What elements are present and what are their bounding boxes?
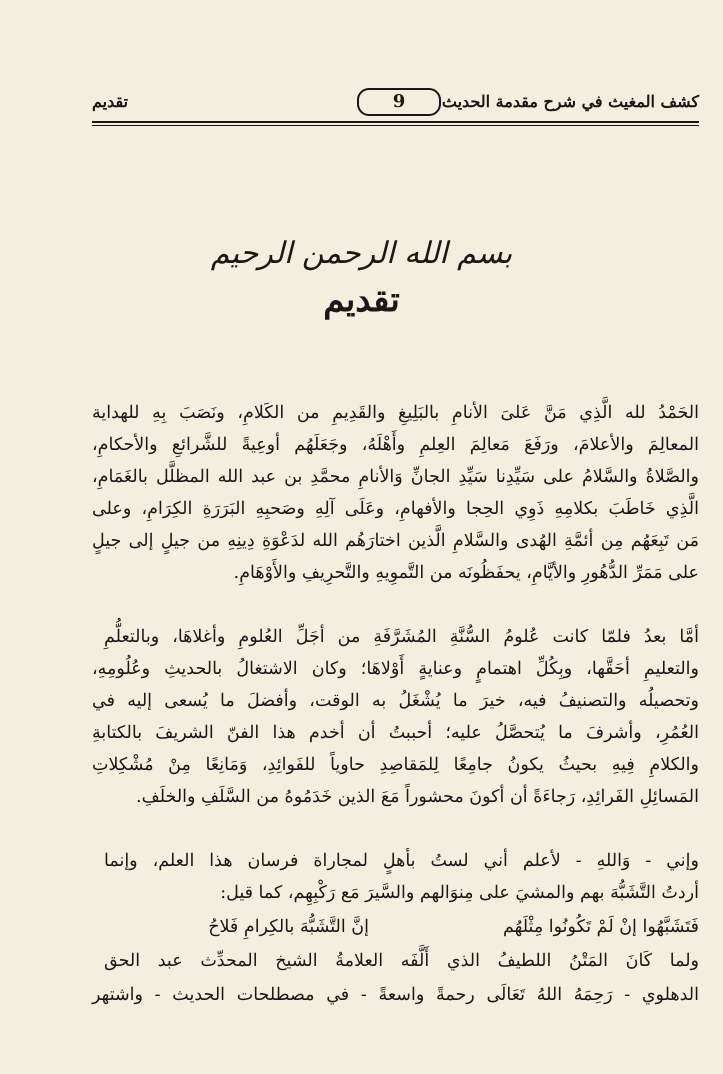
running-header bbox=[92, 86, 699, 118]
text-line: أمَّا بعدُ فلمّا كانت عُلومُ السُّنَّةِ المُشَرَّفَةِ من أجَلِّ العُلومِ وأغلاهَا، وبالتعلُّمِ bbox=[104, 627, 699, 647]
header-rule-thin bbox=[92, 125, 699, 126]
text-line: والصَّلاةُ والسَّلامُ على سَيِّدِنا سَيِّدِ الجانِّ وَالأنامِ محمَّدِ بن عبد الله المظلَّل بالغَمَامِ، bbox=[92, 467, 699, 487]
section-title: تقديم bbox=[92, 92, 129, 111]
book-title: كشف المغيث في شرح مقدمة الحديث bbox=[441, 92, 699, 111]
chapter-title: تقديم bbox=[323, 280, 400, 320]
basmala: بسم الله الرحمن الرحيم bbox=[210, 236, 513, 271]
text-line: الدهلوي - رَحِمَهُ اللهُ تَعَالَى رحمةً واسعةً - في مصطلحات الحديث - واشتهر bbox=[92, 985, 699, 1005]
text-line: والتعليمِ أحَقَّها، وبِكُلِّ اهتمامٍ وعنايةٍ أَوْلاهَا؛ وكان الاشتغالُ بالحديثِ وعُلُومِهِ، bbox=[92, 659, 699, 679]
text-line: الَّذِي خَاطَبَ بكلامِهِ ذَوِي الحِجا والأفهامِ، وعَلَى آلِهِ وصَحبِهِ البَرَرَةِ الكِرَامِ، وعلى bbox=[92, 499, 699, 519]
verse bbox=[92, 911, 699, 943]
verse-hemistich-2: إنَّ التَّشَبُّهَ بالكِرامِ فَلاحُ bbox=[208, 917, 369, 937]
text-line: الحَمْدُ لله الَّذِي مَنَّ عَلىَ الأنامِ بالبَلِيغِ والقَدِيمِ من الكَلامِ، ونَصَبَ بِهِ للهداية bbox=[92, 403, 699, 423]
text-line: على مَمَرِّ الدُّهُورِ والأيَّامِ، يحفَظُونَه من التَّموِيهِ والتَّحرِيفِ والأَوْهَامِ. bbox=[233, 563, 699, 583]
text-line: المَسائِلِ الفَرائِدِ، رَجاءَةً أن أكونَ محشوراً مَعَ الذين خَدَمُوهُ من السَّلَفِ والخلَفِ. bbox=[136, 787, 699, 807]
text-line: وتحصيلُه والتصنيفُ فيه، خيرَ ما يُشْغَلُ به الوقت، وأفضلَ ما يُسعى إليه في bbox=[92, 691, 699, 711]
page-number: 9 bbox=[357, 88, 441, 116]
text-line: المعالِمَ والأعلامَ، ورَفَعَ مَعالِمَ العِلمِ وأَهْلَهُ، وجَعَلَهُم أوعِيةً للشَّرائعِ والأحكامِ، bbox=[92, 435, 699, 455]
text-line: العُمُرِ، وأشرفَ ما يُتحصَّلُ عليه؛ أحببتُ أن أخدم هذا الفنّ الشريفَ بالكتابةِ bbox=[92, 723, 699, 743]
text-line: مَن تَبِعَهُم مِن أئمَّةِ الهُدى والسَّلامِ الَّذين اختارَهُم الله لدَعْوَةِ دِينِهِ من جيلٍ إلى جيلٍ bbox=[92, 531, 699, 551]
text-line: والكلامِ فِيهِ بحيثُ يكونُ جامِعًا لِلمَقاصِدِ حاوياً للفَوائِدِ، وَمَانِعًا مِنْ مُشْكِلاتِ bbox=[92, 755, 699, 775]
text-line: وإني - وَاللهِ - لأعلم أني لستُ بأهلٍ لمجاراة فرسان هذا العلم، وإنما bbox=[104, 851, 699, 871]
verse-hemistich-1: فَتَشَبَّهُوا إنْ لَمْ تَكُونُوا مِثْلَهُم bbox=[503, 917, 699, 937]
text-line: ولما كَانَ المَتْنُ اللطيفُ الذي أَلَّفَه العلامةُ الشيخ المحدِّث عبد الحق bbox=[104, 951, 699, 971]
header-rule bbox=[92, 121, 699, 123]
text-line: أردتُ التَّشَبُّهَ بهم والمشيَ على مِنوَالهم والسَّيرَ مَع رَكْبِهِم، كما قيل: bbox=[220, 883, 699, 903]
